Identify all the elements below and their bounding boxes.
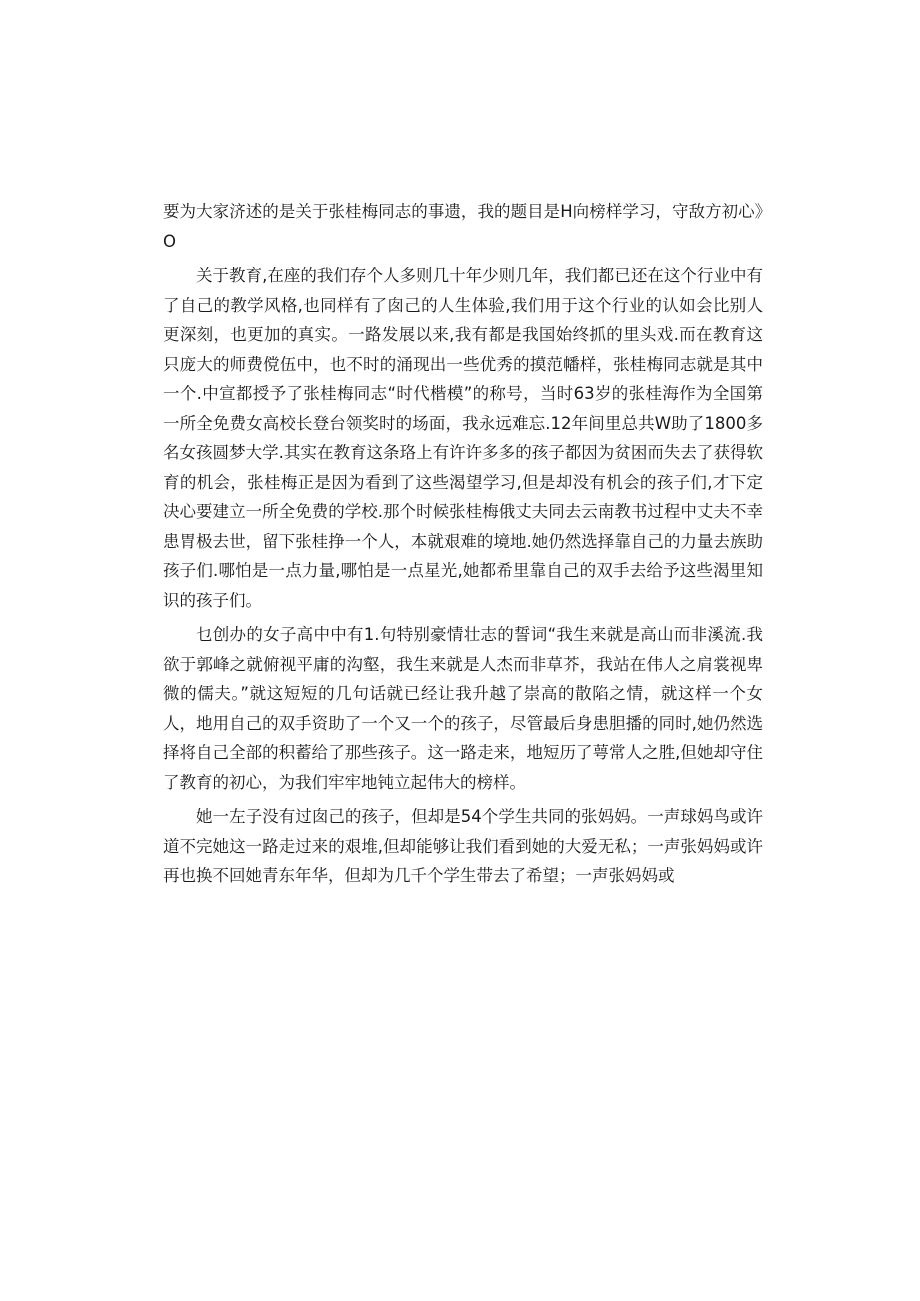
document-body — [163, 197, 763, 896]
mother-paragraph: 她一左子没有过囱己的孩子，但却是54个学生共同的张妈妈。一声球妈鸟或许道不完她这一路走过来的艰堆,但却能够让我们看到她的大爱无私；一声张妈妈或许再也换不回她青东年华，但却为几千个学生带去了希望；一声张妈妈或 — [163, 807, 763, 885]
education-paragraph: 关于教育,在座的我们存个人多则几十年少则几年，我们都已还在这个行业中有了自己的教学风格,也同样有了囱己的人生体验,我们用于这个行业的认如会比别人更深刻，也更加的真实。一路发展以来,我有都是我国始终抓的里头戏.而在教育这只庞大的师费傥伍中，也不时的涌现出一些优秀的摸范幡样，张桂梅同志就是其中一个.中宣都授予了张桂梅同志“时代楷模”的称号，当时63岁的张桂海作为全国第一所全免费女高校长登台领奖时的场面，我永远难忘.12年间里总共W助了1800多名女孩圆梦大学.其实在教育这条珞上有许许多多的孩子都因为贫困而失去了获得软育的机会，张桂梅正是因为看到了这些渴望学习,但是却没有机会的孩子们,才下定决心要建立一所全免费的学校.那个时候张桂梅俄丈夫同去云南教书过程中丈夫不幸患胃极去世，留下张桂挣一个人，本就艰难的境地.她仍然选择靠自己的力量去族助孩子们.哪怕是一点力量,哪怕是一点星光,她都希里靠自己的双手去给予这些渴里知识的孩子们。 — [163, 266, 763, 610]
intro-paragraph: 要为大家济述的是关于张桂梅同志的事遗，我的题目是H向榜样学习，守敌方初心》O — [163, 202, 763, 251]
school-oath-paragraph: 乜创办的女子高中中有1.句特别豪情壮志的誓词“我生来就是高山而非溪流.我欲于郭峰之就俯视平庸的沟壑，我生来就是人杰而非草芥，我站在伟人之肩裳视卑微的儒夫。”就这短短的几句话就已经让我升越了崇高的散陷之情，就这样一个女人，地用自己的双手资助了一个又一个的孩子，尽管最后身患胆播的同时,她仍然选择将自己全部的积蓄给了那些孩子。这一路走来，地短历了萼常人之胜,但她却守住了教育的初心，为我们牢牢地钝立起伟大的榜样。 — [163, 625, 763, 792]
